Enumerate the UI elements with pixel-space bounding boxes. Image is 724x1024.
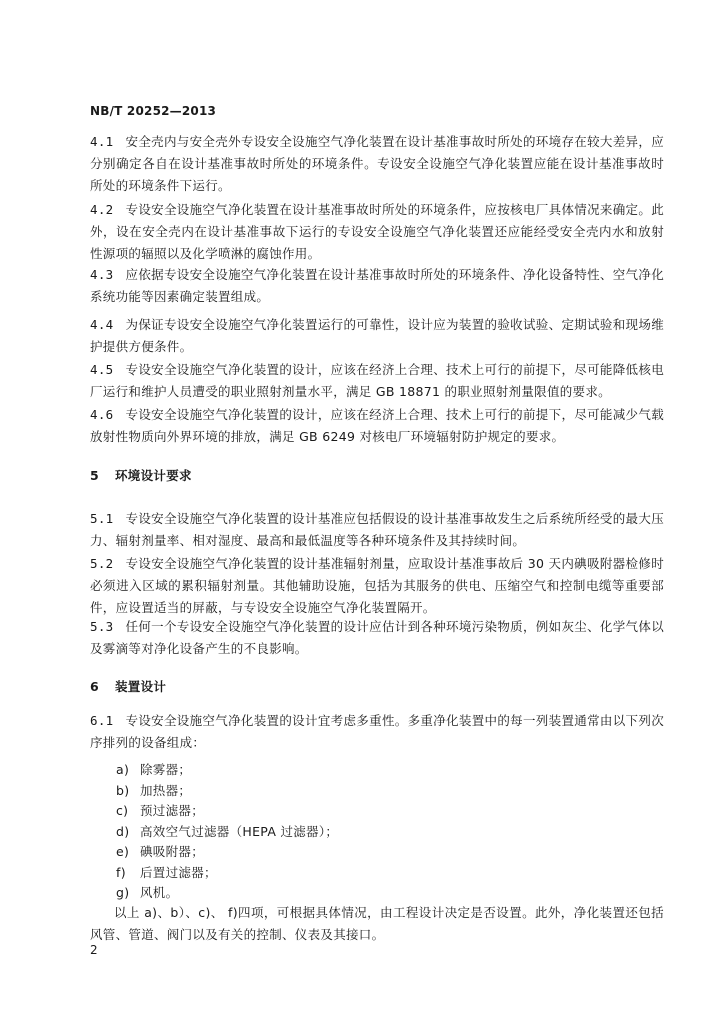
- paragraph-4-5: [90, 359, 664, 403]
- paragraph-6-1: [90, 710, 664, 754]
- list-item: [116, 863, 338, 884]
- paragraph-5-3: [90, 616, 664, 660]
- paragraph-4-4: [90, 314, 664, 358]
- clause-text: 专设安全设施空气净化装置的设计基准辐射剂量，应取设计基准事故后 30 天内碘吸附器检修时必须进入区域的累积辐射剂量。其他辅助设施，包括为其服务的供电、压缩空气和控制电缆等重要部件，应设置适当的屏蔽，与专设安全设施空气净化装置隔开。: [90, 556, 664, 615]
- list-marker: d): [116, 823, 130, 839]
- clause-text: 专设安全设施空气净化装置的设计宜考虑多重性。多重净化装置中的每一列装置通常由以下列次序排列的设备组成：: [90, 713, 664, 750]
- section-6-heading: [90, 677, 166, 695]
- list-item: [116, 822, 338, 843]
- list-marker: b): [116, 782, 130, 798]
- list-item: [116, 760, 338, 781]
- list-item-text: 预过滤器；: [140, 803, 205, 818]
- clause-number: 5.3: [90, 619, 114, 634]
- clause-text: 专设安全设施空气净化装置的设计基准应包括假设的设计基准事故发生之后系统所经受的最大压力、辐射剂量率、相对湿度、最高和最低温度等各种环境条件及其持续时间。: [90, 511, 664, 548]
- list-item-text: 后置过滤器；: [140, 864, 217, 880]
- list-item: [116, 842, 338, 863]
- paragraph-5-2: [90, 553, 664, 619]
- list-item-text: 风机。: [140, 885, 179, 900]
- clause-text: 任何一个专设安全设施空气净化装置的设计应估计到各种环境污染物质，例如灰尘、化学气体以及雾滴等对净化设备产生的不良影响。: [90, 619, 664, 656]
- section-title: 装置设计: [115, 679, 167, 694]
- equipment-list: [116, 760, 338, 904]
- clause-number: 6.1: [90, 713, 114, 728]
- paragraph-4-1: [90, 131, 664, 197]
- list-item: [116, 781, 338, 802]
- paragraph-4-3: [90, 264, 664, 308]
- clause-text: 为保证专设安全设施空气净化装置运行的可靠性，设计应为装置的验收试验、定期试验和现场维护提供方便条件。: [90, 317, 664, 354]
- document-header: NB/T 20252—2013: [90, 104, 217, 118]
- list-item-text: 高效空气过滤器（HEPA 过滤器）；: [140, 823, 339, 839]
- clause-text: 专设安全设施空气净化装置的设计，应该在经济上合理、技术上可行的前提下，尽可能减少气载放射性物质向外界环境的排放，满足 GB 6249 对核电厂环境辐射防护规定的要求。: [90, 407, 664, 444]
- clause-number: 4.2: [90, 202, 114, 217]
- clause-number: 4.6: [90, 407, 114, 422]
- clause-number: 4.4: [90, 317, 114, 332]
- section-number: 5: [90, 468, 99, 483]
- clause-text: 专设安全设施空气净化装置在设计基准事故时所处的环境条件，应按核电厂具体情况来确定。此外，设在安全壳内在设计基准事故下运行的专设安全设施空气净化装置还应能经受安全壳内水和放射性源项的辐照以及化学喷淋的腐蚀作用。: [90, 202, 664, 261]
- list-marker: c): [116, 803, 129, 818]
- clause-number: 4.1: [90, 134, 114, 149]
- list-item: [116, 883, 338, 904]
- section-5-heading: [90, 466, 192, 484]
- clause-text: 应依据专设安全设施空气净化装置在设计基准事故时所处的环境条件、净化设备特性、空气净化系统功能等因素确定装置组成。: [90, 267, 664, 304]
- list-item-text: 加热器；: [140, 782, 192, 798]
- list-marker: g): [116, 885, 130, 900]
- paragraph-4-6: [90, 404, 664, 448]
- paragraph-4-2: [90, 199, 664, 265]
- paragraph-5-1: [90, 508, 664, 552]
- section-number: 6: [90, 679, 99, 694]
- clause-text: 安全壳内与安全壳外专设安全设施空气净化装置在设计基准事故时所处的环境存在较大差异，应分别确定各自在设计基准事故时所处的环境条件。专设安全设施空气净化装置应能在设计基准事故时所处的环境条件下运行。: [90, 134, 664, 193]
- closing-paragraph: 以上 a)、b）、c)、 f)四项，可根据具体情况，由工程设计决定是否设置。此外，净化装置还包括风管、管道、阀门以及有关的控制、仪表及其接口。: [90, 905, 664, 942]
- list-item-text: 碘吸附器；: [140, 844, 205, 859]
- clause-number: 4.3: [90, 267, 114, 282]
- section-title: 环境设计要求: [115, 468, 192, 483]
- list-marker: a): [116, 762, 130, 777]
- list-marker: f): [116, 864, 126, 880]
- clause-text: 专设安全设施空气净化装置的设计，应该在经济上合理、技术上可行的前提下，尽可能降低核电厂运行和维护人员遭受的职业照射剂量水平，满足 GB 18871 的职业照射剂量限值的要求。: [90, 362, 664, 399]
- clause-number: 5.2: [90, 556, 114, 571]
- page-number: 2: [90, 943, 98, 957]
- list-item: [116, 801, 338, 822]
- list-marker: e): [116, 844, 130, 859]
- list-item-text: 除雾器；: [140, 762, 192, 777]
- clause-number: 4.5: [90, 362, 114, 377]
- clause-number: 5.1: [90, 511, 114, 526]
